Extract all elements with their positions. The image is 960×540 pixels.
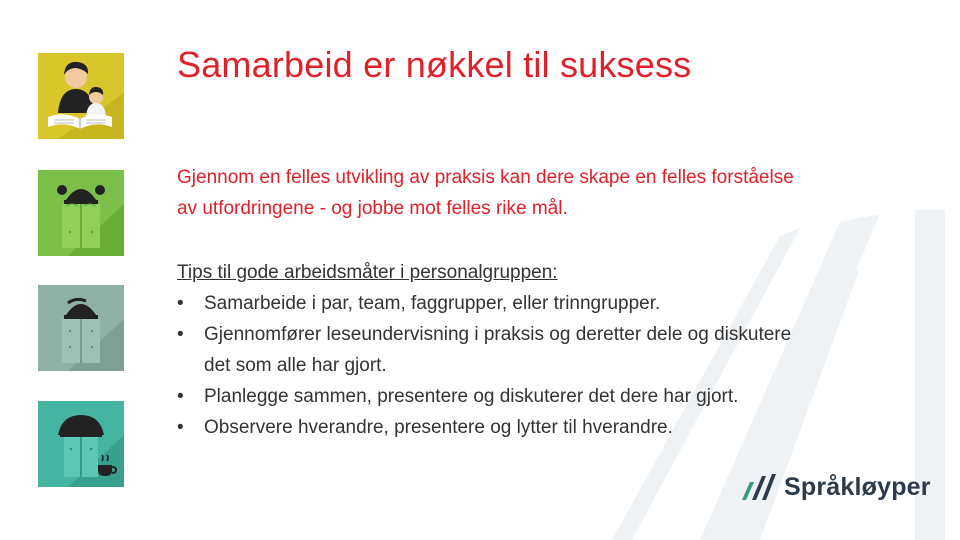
boy-reading-icon: [38, 285, 124, 371]
slide-body: [177, 162, 817, 443]
tip-text: Observere hverandre, presentere og lytter til hverandre.: [204, 417, 673, 438]
slide-title: Samarbeid er nøkkel til suksess: [177, 44, 692, 85]
tip-text: Gjennomfører leseundervisning i praksis og deretter dele og diskutere det som alle har gjort.: [204, 324, 792, 376]
bullet-icon: •: [177, 293, 184, 314]
list-item: [177, 319, 817, 381]
logo-mark-icon: [740, 470, 778, 504]
tip-text: Planlegge sammen, presentere og diskuterer det dere har gjort.: [204, 386, 739, 407]
intro-paragraph: Gjennom en felles utvikling av praksis kan dere skape en felles forståelse av utfordringene - og jobbe mot felles rike mål.: [177, 167, 794, 219]
girl-reading-with-tea-icon: [38, 401, 124, 487]
bullet-icon: •: [177, 324, 184, 345]
list-item: [177, 288, 817, 319]
tip-text: Samarbeide i par, team, faggrupper, eller trinngrupper.: [204, 293, 661, 314]
tips-list: [177, 288, 817, 443]
parent-reading-icon: [38, 53, 124, 139]
list-item: [177, 412, 817, 443]
sprakloyper-logo: [740, 470, 931, 504]
tips-heading: Tips til gode arbeidsmåter i personalgruppen:: [177, 262, 558, 283]
bullet-icon: •: [177, 386, 184, 407]
bullet-icon: •: [177, 417, 184, 438]
logo-text: Språkløyper: [784, 472, 931, 501]
list-item: [177, 381, 817, 412]
girl-reading-icon: [38, 170, 124, 256]
